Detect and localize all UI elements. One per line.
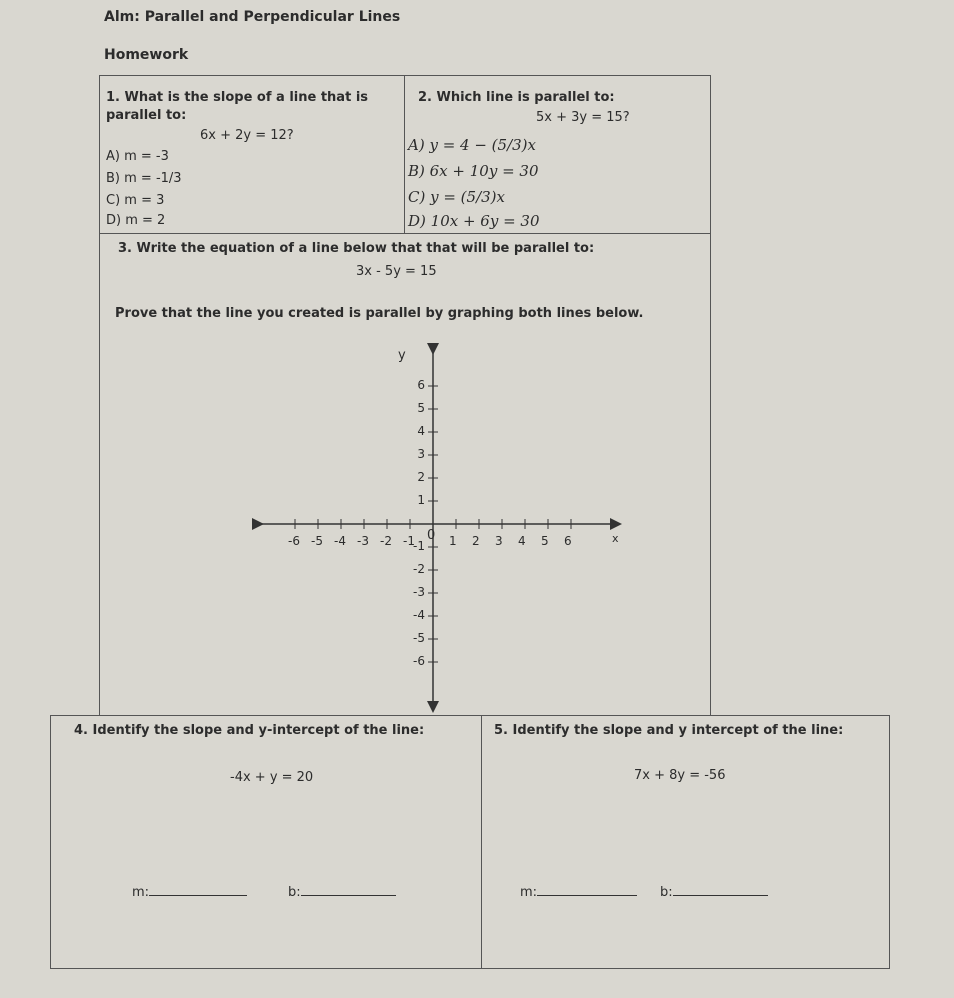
q2-prompt: 2. Which line is parallel to:	[418, 90, 615, 105]
x-tick-label: -5	[311, 534, 323, 548]
x-tick-label: 2	[472, 534, 480, 548]
y-tick-label: -2	[413, 562, 425, 576]
q5-intercept-blank[interactable]	[673, 895, 768, 896]
q3-equation: 3x - 5y = 15	[356, 264, 437, 279]
x-axis-label: x	[612, 532, 619, 545]
x-tick-label: -1	[403, 534, 415, 548]
y-tick-label: -6	[413, 654, 425, 668]
q5-intercept-field[interactable]	[660, 885, 768, 900]
x-tick-label: -3	[357, 534, 369, 548]
x-tick-label: 5	[541, 534, 549, 548]
q4-b-label: b:	[288, 885, 301, 900]
y-axis-label: y	[398, 348, 406, 363]
q4-intercept-field[interactable]	[288, 885, 396, 900]
q5-equation: 7x + 8y = -56	[634, 768, 726, 783]
y-tick-label: 2	[417, 470, 425, 484]
x-tick-label: -6	[288, 534, 300, 548]
q1-option-d: D) m = 2	[106, 213, 166, 228]
x-tick-label: -2	[380, 534, 392, 548]
x-tick-label: 1	[449, 534, 457, 548]
y-tick-label: 6	[417, 378, 425, 392]
q3-instruction: Prove that the line you created is parallel by graphing both lines below.	[115, 306, 644, 321]
q4-m-label: m:	[132, 885, 150, 900]
q4-prompt: 4. Identify the slope and y-intercept of the line:	[74, 723, 425, 738]
y-tick-label: -4	[413, 608, 425, 622]
y-tick-label: 4	[417, 424, 425, 438]
y-tick-label: -3	[413, 585, 425, 599]
q2-option-b: B) 6x + 10y = 30	[408, 162, 539, 180]
q1-option-b: B) m = -1/3	[106, 171, 182, 186]
q1-option-a: A) m = -3	[106, 149, 169, 164]
q2-option-d: D) 10x + 6y = 30	[408, 212, 540, 230]
q5-b-label: b:	[660, 885, 673, 900]
q4-slope-blank[interactable]	[149, 895, 247, 896]
q1-prompt-cont: parallel to:	[106, 108, 187, 123]
y-tick-label: 1	[417, 493, 425, 507]
x-tick-label: 3	[495, 534, 503, 548]
q2-option-c: C) y = (5/3)x	[408, 188, 505, 206]
y-tick-label: 5	[417, 401, 425, 415]
q4-slope-field[interactable]	[132, 885, 247, 900]
aim-title: Alm: Parallel and Perpendicular Lines	[104, 9, 401, 25]
x-tick-label: -4	[334, 534, 346, 548]
y-tick-label: -1	[413, 539, 425, 553]
q1-option-c: C) m = 3	[106, 193, 165, 208]
q1-prompt: 1. What is the slope of a line that is	[106, 90, 369, 105]
x-tick-label: 4	[518, 534, 526, 548]
q5-slope-field[interactable]	[520, 885, 637, 900]
x-tick-label: 6	[564, 534, 572, 548]
q4-equation: -4x + y = 20	[230, 770, 314, 785]
q4-intercept-blank[interactable]	[301, 895, 396, 896]
q2-option-a: A) y = 4 − (5/3)x	[408, 136, 536, 154]
q1-equation: 6x + 2y = 12?	[200, 128, 294, 143]
q2-equation: 5x + 3y = 15?	[536, 110, 630, 125]
q5-prompt: 5. Identify the slope and y intercept of the line:	[494, 723, 844, 738]
q5-slope-blank[interactable]	[537, 895, 637, 896]
q5-m-label: m:	[520, 885, 538, 900]
homework-heading: Homework	[104, 47, 189, 63]
y-tick-label: -5	[413, 631, 425, 645]
origin-label: 0	[427, 528, 436, 543]
y-tick-label: 3	[417, 447, 425, 461]
q3-prompt: 3. Write the equation of a line below that that will be parallel to:	[118, 241, 595, 256]
